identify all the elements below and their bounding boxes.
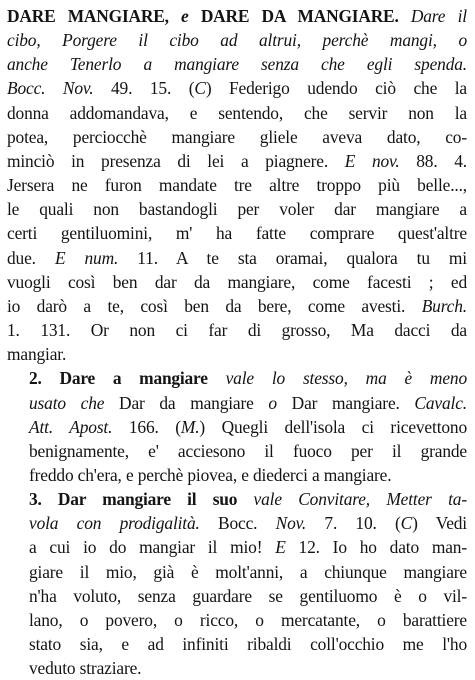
- italic-run: E: [275, 537, 286, 558]
- text-run: benignamente, e' acciesono il fuoco per il grande: [29, 440, 467, 461]
- text-run: 12. Io ho dato man-: [285, 537, 467, 558]
- text-line: [7, 439, 467, 463]
- text-run: certi gentiluomini, m' ha fatte comprare quest'altre: [7, 223, 467, 244]
- text-run: le quali non bastandogli per voler dar mangiare a: [7, 199, 467, 220]
- text-line: [7, 535, 467, 559]
- text-run: 88. 4.: [399, 150, 467, 171]
- text-line: [7, 246, 467, 270]
- text-run: minciò in presenza di lei a piagnere.: [7, 150, 345, 171]
- text-line: [7, 342, 467, 366]
- text-run: 49. 15. (: [93, 78, 195, 99]
- text-line: [7, 391, 467, 415]
- text-line: [7, 52, 467, 76]
- text-run: giare il mio, già è molt'anni, a chiunque mangiare: [29, 561, 467, 582]
- italic-run: Att. Apost.: [29, 416, 113, 437]
- text-run: ) Federigo udendo ciò che la: [205, 78, 467, 99]
- bold-run: DARE MANGIARE,: [7, 6, 182, 26]
- italic-run: vale Convitare, Metter ta-: [253, 489, 467, 510]
- text-run: Dar da mangiare: [104, 392, 269, 413]
- text-line: [7, 366, 467, 390]
- text-line: [7, 101, 467, 125]
- text-line: [7, 173, 467, 197]
- italic-run: anche Tenerlo a mangiare senza che egli spenda.: [7, 54, 467, 75]
- italic-run: E nov.: [344, 150, 400, 171]
- section-2-dare-a-mangiare: [7, 366, 467, 487]
- text-run: Dar mangiare.: [276, 392, 415, 413]
- text-line: [7, 4, 467, 28]
- text-run: mangiar.: [7, 344, 67, 365]
- italic-run: cibo, Porgere il cibo ad altrui, perchè mangi, o: [7, 30, 467, 51]
- text-run: 166. (: [112, 416, 181, 437]
- text-line: [7, 560, 467, 584]
- italic-run: usato che: [29, 392, 105, 413]
- bold-run: DARE DA MANGIARE.: [188, 6, 411, 26]
- text-line: [7, 28, 467, 52]
- section-3-dar-mangiare-il-suo: [7, 487, 467, 680]
- text-run: ) Vedi: [412, 513, 467, 534]
- italic-run: C: [194, 78, 206, 99]
- text-run: n'ha voluto, senza guardare se gentiluomo è o vil-: [29, 585, 467, 606]
- text-run: stato sia, e ad infiniti ribaldi coll'occhio me l'ho: [29, 634, 467, 655]
- text-line: [7, 463, 467, 487]
- text-run: due.: [7, 247, 55, 268]
- text-run: lano, o povero, o ricco, o mercatante, o barattiere: [29, 609, 467, 630]
- italic-run: C: [400, 513, 413, 534]
- text-line: [7, 221, 467, 245]
- text-line: [7, 294, 467, 318]
- text-run: Bocc.: [199, 513, 276, 534]
- text-line: [7, 608, 467, 632]
- italic-run: Bocc. Nov.: [7, 78, 94, 99]
- text-run: potea, perciocchè mangiare gliele aveva dato, co-: [7, 126, 467, 147]
- entry-dare-mangiare: [7, 4, 467, 366]
- text-run: 11. A te sta oramai, qualora tu mi: [118, 247, 467, 268]
- text-line: [7, 511, 467, 535]
- text-run: io darò a te, così ben da bere, come avesti.: [7, 295, 422, 316]
- italic-run: M.: [180, 416, 200, 437]
- text-run: veduto straziare.: [29, 658, 142, 679]
- text-run: vuogli così ben dar da mangiare, come facesti ; ed: [7, 271, 467, 292]
- bold-run: e: [181, 6, 189, 26]
- italic-run: E num.: [54, 247, 119, 268]
- bold-run: 2. Dare a mangiare: [29, 368, 226, 389]
- text-run: 7. 10. (: [306, 513, 401, 534]
- italic-run: vale lo stesso, ma è meno: [225, 368, 467, 389]
- text-line: [7, 125, 467, 149]
- text-line: [7, 584, 467, 608]
- text-line: [7, 415, 467, 439]
- italic-run: Dare il: [410, 6, 467, 26]
- text-run: 1. 131. Or non ci far di grosso, Ma dacci da: [7, 320, 467, 341]
- text-run: a cui io do mangiar il mio!: [29, 537, 276, 558]
- italic-run: vola con prodigalità.: [29, 513, 200, 534]
- bold-run: 3. Dar mangiare il suo: [29, 489, 254, 510]
- text-run: ) Quegli dell'isola ci ricevettono: [199, 416, 468, 437]
- text-run: donna addomandava, e sentendo, che servir non la: [7, 102, 467, 123]
- text-line: [7, 197, 467, 221]
- text-run: Jersera ne furon mandate tre altre troppo più belle...,: [7, 175, 467, 196]
- italic-run: Nov.: [275, 513, 307, 534]
- text-line: [7, 318, 467, 342]
- text-line: [7, 76, 467, 100]
- italic-run: o: [268, 392, 277, 413]
- text-line: [7, 149, 467, 173]
- text-line: [7, 487, 467, 511]
- italic-run: Cavalc.: [414, 392, 467, 413]
- italic-run: Burch.: [421, 295, 467, 316]
- text-line: [7, 632, 467, 656]
- text-line: [7, 270, 467, 294]
- text-line: [7, 656, 467, 680]
- text-run: freddo ch'era, e perchè piovea, e diederci a mangiare.: [29, 464, 392, 485]
